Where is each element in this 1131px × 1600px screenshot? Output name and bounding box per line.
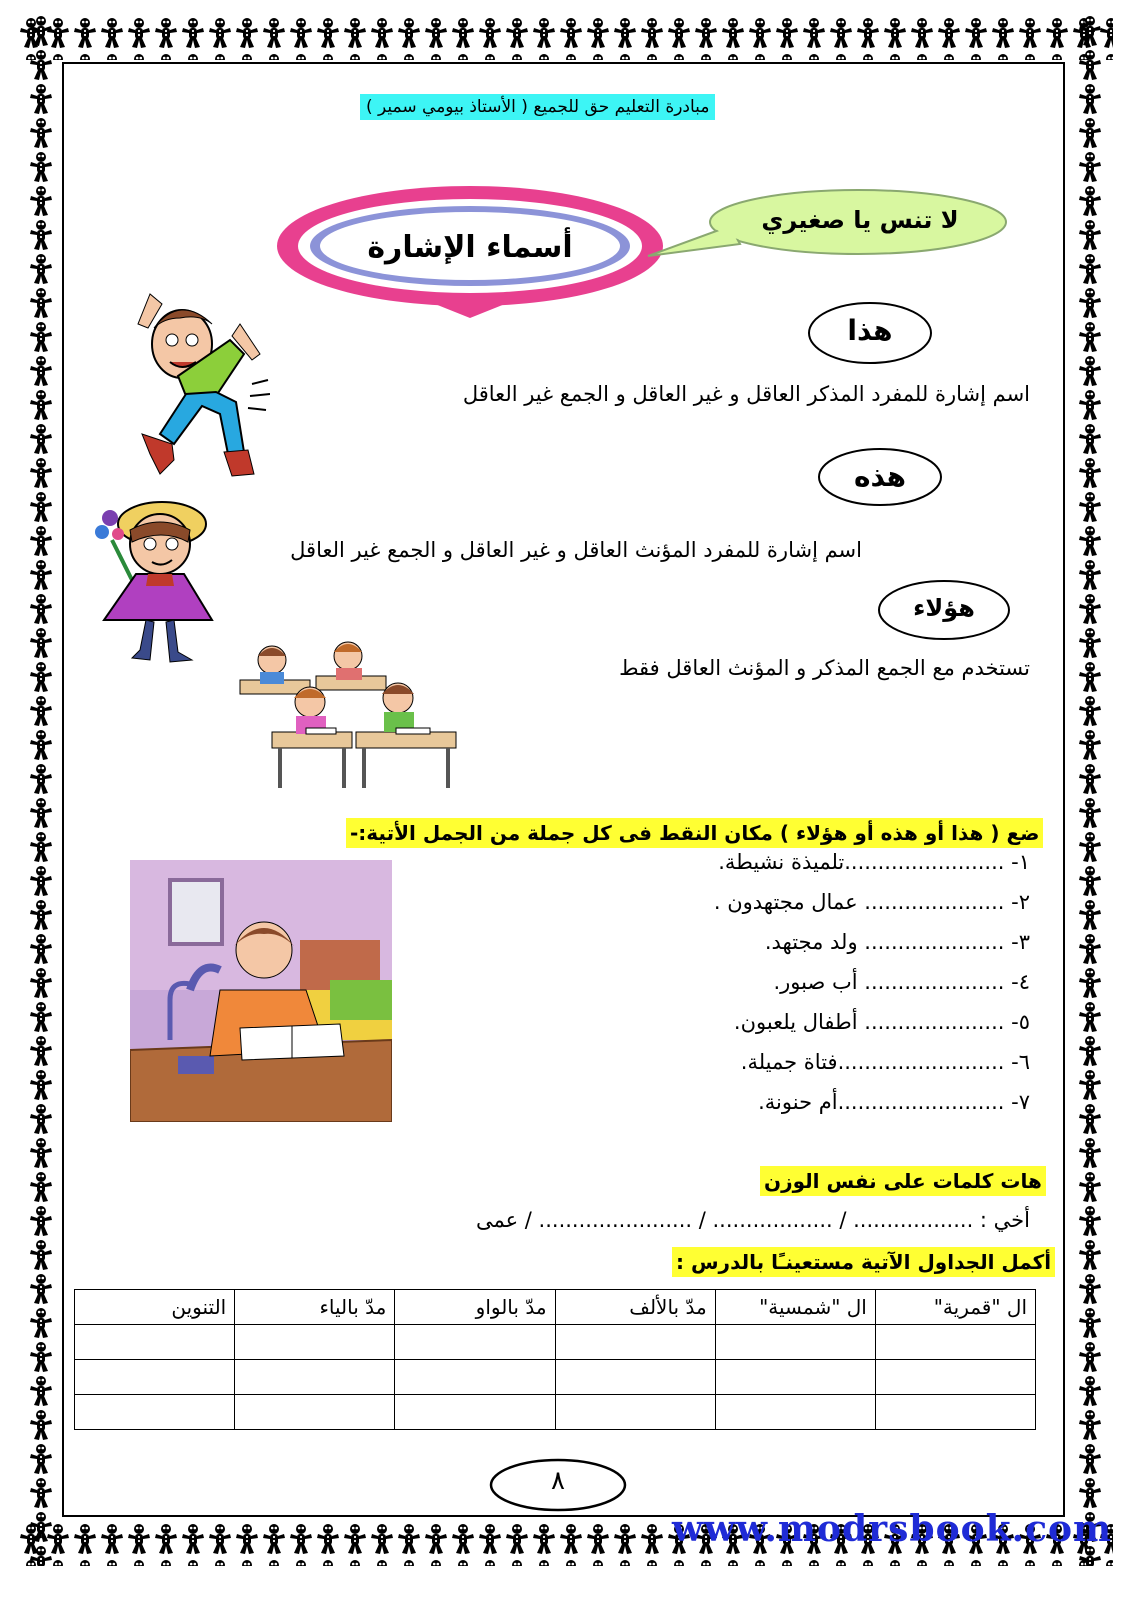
table-cell[interactable] [75,1395,235,1430]
table-cell[interactable] [235,1360,395,1395]
table-row [75,1360,1036,1395]
boy-jumping-illustration [120,284,270,484]
definition-hathihi: اسم إشارة للمفرد المؤنث العاقل و غير العاقل و الجمع غير العاقل [290,538,862,562]
ornamental-border-top [18,14,1113,60]
table-header-cell: مدّ بالياء [235,1290,395,1325]
page-number: ٨ [551,1466,565,1496]
table-cell[interactable] [875,1395,1035,1430]
table-cell[interactable] [395,1325,555,1360]
definition-hatha: اسم إشارة للمفرد المذكر العاقل و غير العاقل و الجمع غير العاقل [462,382,1030,406]
boy-reading-illustration [130,860,392,1122]
table-cell[interactable] [395,1360,555,1395]
table-cell[interactable] [555,1325,715,1360]
table-header-cell: ال "قمرية" [875,1290,1035,1325]
classroom-kids-illustration [236,636,466,796]
demonstrative-word-hathihi: هذه [853,460,907,493]
table-row [75,1325,1036,1360]
exercise-1-item-7: ٧- .........................أم حنونة. [758,1090,1030,1114]
ornamental-border-left [18,14,64,1566]
table-header-cell: التنوين [75,1290,235,1325]
table-cell[interactable] [555,1360,715,1395]
table-header-cell: مدّ بالواو [395,1290,555,1325]
completion-table [74,1289,1036,1430]
exercise-1-item-1: ١- ........................تلميذة نشيطة. [718,850,1030,874]
lesson-title: أسماء الإشارة [367,230,573,265]
girl-illustration [92,490,222,670]
table-cell[interactable] [875,1360,1035,1395]
table-cell[interactable] [715,1395,875,1430]
exercise-3-instruction: أكمل الجداول الآتية مستعينـًا بالدرس : [672,1247,1055,1277]
table-cell[interactable] [395,1395,555,1430]
table-cell[interactable] [75,1360,235,1395]
speech-bubble-text: لا تنس يا صغيري [761,206,959,234]
table-cell[interactable] [715,1325,875,1360]
initiative-header: مبادرة التعليم حق للجميع ( الأستاذ بيومي سمير ) [360,94,715,120]
exercise-2-line: أخي : .................. / .................. / ....................... / عمى [475,1208,1030,1232]
exercise-1-item-6: ٦- .........................فتاة جميلة. [740,1050,1030,1074]
demonstrative-word-hatha: هذا [847,314,893,347]
ornamental-border-right [1067,14,1113,1566]
exercise-1-item-5: ٥- ..................... أطفال يلعبون. [733,1010,1030,1034]
table-row [75,1395,1036,1430]
table-header-row [75,1290,1036,1325]
demonstrative-word-haulai: هؤلاء [913,594,975,622]
website-watermark: www.modrsbook.com [672,1508,1113,1550]
exercise-1-item-3: ٣- ..................... ولد مجتهد. [764,930,1030,954]
table-cell[interactable] [235,1325,395,1360]
exercise-1-item-4: ٤- ..................... أب صبور. [773,970,1030,994]
table-cell[interactable] [555,1395,715,1430]
table-cell[interactable] [235,1395,395,1430]
definition-haulai: تستخدم مع الجمع المذكر و المؤنث العاقل فقط [619,656,1030,680]
exercise-2-instruction: هات كلمات على نفس الوزن [760,1166,1046,1196]
exercise-1-instruction: ضع ( هذا أو هذه أو هؤلاء ) مكان النقط فى كل جملة من الجمل الأتية:- [346,818,1043,848]
exercise-1-item-2: ٢- ..................... عمال مجتهدون . [713,890,1030,914]
table-cell[interactable] [715,1360,875,1395]
table-header-cell: ال "شمسية" [715,1290,875,1325]
table-cell[interactable] [875,1325,1035,1360]
table-cell[interactable] [75,1325,235,1360]
table-header-cell: مدّ بالألف [555,1290,715,1325]
